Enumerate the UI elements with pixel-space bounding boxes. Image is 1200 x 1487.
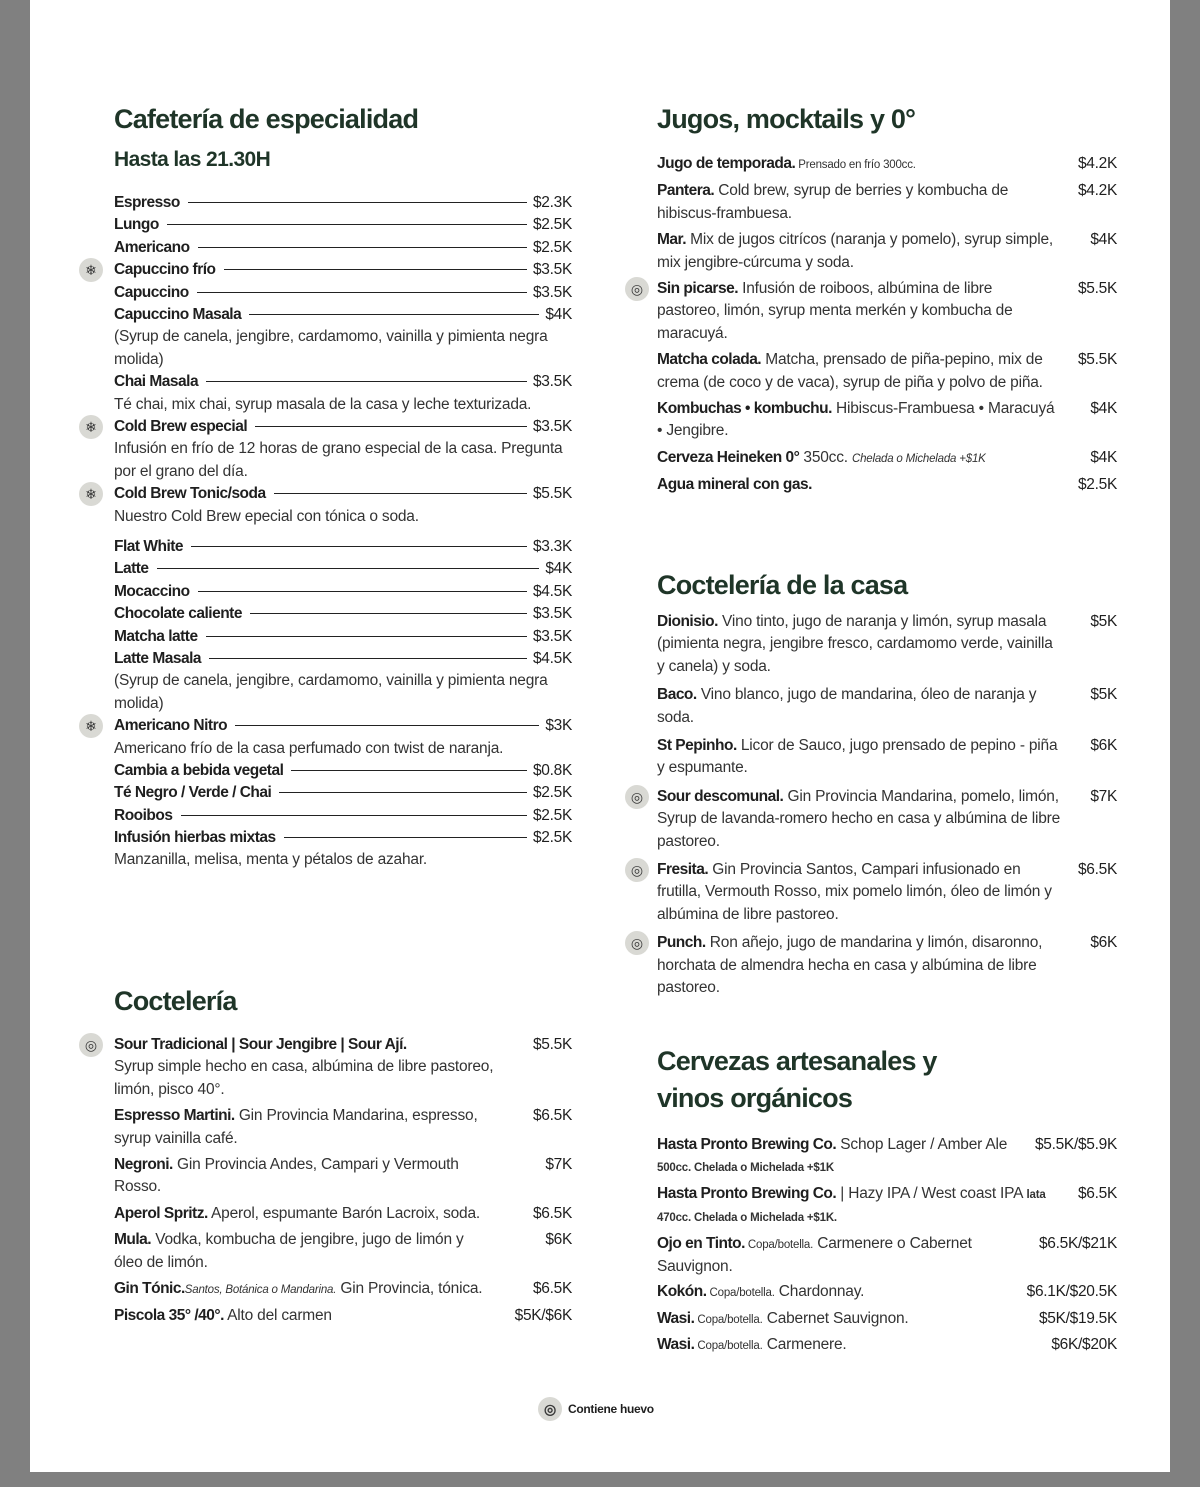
menu-item-description: | Hazy IPA / West coast IPA bbox=[836, 1184, 1027, 1202]
menu-item-price: $4.5K bbox=[532, 582, 572, 600]
menu-item bbox=[114, 304, 572, 371]
menu-item-note: lata 470cc. Chelada o Michelada +$1K. bbox=[657, 1188, 1046, 1225]
menu-item-row bbox=[114, 214, 572, 236]
menu-item-name: Ojo en Tinto. bbox=[657, 1234, 745, 1252]
leader-line bbox=[249, 314, 539, 315]
menu-item-name: Mar. bbox=[657, 231, 687, 249]
menu-item-row bbox=[114, 237, 572, 259]
menu-item bbox=[114, 648, 572, 715]
menu-item-name: Cerveza Heineken 0° bbox=[657, 448, 800, 466]
section-title-casa: Coctelería de la casa bbox=[657, 570, 908, 600]
menu-item-price: $7K bbox=[1090, 787, 1117, 805]
leader-line bbox=[284, 837, 527, 838]
menu-item-name: Aperol Spritz. bbox=[114, 1204, 208, 1222]
menu-item-description: Infusión de roiboos, albúmina de libre pastoreo, limón, syrup menta merkén y kombucha de maracuyá. bbox=[657, 280, 1013, 342]
menu-item-description: Alto del carmen bbox=[223, 1307, 332, 1325]
menu-item-text bbox=[114, 1105, 494, 1150]
leader-line bbox=[181, 815, 527, 816]
menu-item-price: $2.5K bbox=[1077, 476, 1117, 494]
egg-icon: ◎ bbox=[625, 931, 649, 955]
menu-item bbox=[114, 1105, 572, 1150]
menu-item bbox=[114, 237, 572, 259]
menu-item-text bbox=[657, 1134, 1025, 1180]
leader-line bbox=[197, 292, 527, 293]
leader-line bbox=[198, 591, 527, 592]
menu-item-name: Chai Masala bbox=[114, 373, 199, 391]
menu-item-price: $5.5K bbox=[1077, 280, 1117, 298]
snowflake-icon: ❄ bbox=[79, 258, 103, 282]
menu-item-description: 350cc. bbox=[799, 448, 852, 466]
menu-item bbox=[114, 626, 572, 648]
menu-item-name: Cambia a bebida vegetal bbox=[114, 761, 284, 779]
menu-item bbox=[114, 805, 572, 827]
menu-item-price: $2.5K bbox=[532, 784, 572, 802]
menu-item bbox=[114, 1229, 572, 1274]
menu-item-price: $6.5K bbox=[1077, 1184, 1117, 1202]
casa-list bbox=[630, 611, 1117, 1006]
menu-item bbox=[657, 1183, 1117, 1230]
menu-item bbox=[657, 611, 1117, 678]
menu-item-text bbox=[657, 398, 1057, 443]
cocteleria-list bbox=[84, 1034, 572, 1332]
menu-item-name: Flat White bbox=[114, 537, 184, 555]
cervezas-list bbox=[657, 1134, 1117, 1361]
menu-item-name: Wasi. bbox=[657, 1309, 695, 1327]
menu-item-name: Sour descomunal. bbox=[657, 787, 784, 805]
menu-item-row bbox=[114, 416, 572, 438]
menu-item-price: $2.5K bbox=[532, 829, 572, 847]
menu-item-name: Matcha latte bbox=[114, 627, 198, 645]
egg-icon: ◎ bbox=[625, 277, 649, 301]
leader-line bbox=[279, 792, 527, 793]
menu-item-name: Punch. bbox=[657, 934, 706, 952]
menu-item-text bbox=[657, 611, 1062, 678]
menu-item-description: Gin Provincia Andes, Campari y Vermouth Rosso. bbox=[114, 1156, 459, 1196]
menu-item-name: Americano bbox=[114, 238, 190, 256]
menu-item-name: Cold Brew especial bbox=[114, 417, 248, 435]
menu-item-name: Rooibos bbox=[114, 806, 173, 824]
menu-item bbox=[657, 180, 1117, 225]
section-title-jugos: Jugos, mocktails y 0° bbox=[657, 104, 916, 134]
menu-item bbox=[114, 581, 572, 603]
menu-item-description: Gin Provincia Santos, Campari infusionado en frutilla, Vermouth Rosso, mix pomelo limón, óleo de limón y albúmina de libre pastoreo. bbox=[657, 861, 1052, 923]
leader-line bbox=[274, 493, 527, 494]
egg-icon: ◎ bbox=[625, 858, 649, 882]
menu-item-description: (Syrup de canela, jengibre, cardamomo, vainilla y pimienta negra molida) bbox=[114, 328, 548, 368]
menu-item-row bbox=[114, 626, 572, 648]
snowflake-icon: ❄ bbox=[79, 482, 103, 506]
menu-item bbox=[114, 1305, 572, 1327]
menu-item-price: $6.5K/$21K bbox=[1038, 1234, 1117, 1252]
menu-item-price: $6K bbox=[1090, 737, 1117, 755]
menu-item bbox=[657, 1308, 1117, 1331]
menu-item-name: Wasi. bbox=[657, 1336, 695, 1354]
egg-icon: ◎ bbox=[79, 1033, 103, 1057]
menu-item-price: $7K bbox=[545, 1156, 572, 1174]
menu-item bbox=[657, 398, 1117, 443]
menu-item-row bbox=[114, 304, 572, 326]
menu-item bbox=[657, 229, 1117, 274]
menu-item bbox=[657, 447, 1117, 470]
menu-item bbox=[114, 760, 572, 782]
menu-item-price: $3.5K bbox=[532, 283, 572, 301]
menu-item-description: Hibiscus-Frambuesa • Maracuyá • Jengibre. bbox=[657, 400, 1055, 440]
menu-item-price: $3.5K bbox=[532, 373, 572, 391]
menu-item bbox=[630, 859, 1117, 926]
menu-item bbox=[630, 932, 1117, 999]
menu-item-description: Infusión en frío de 12 horas de grano especial de la casa. Pregunta por el grano del día. bbox=[114, 440, 563, 480]
section-subtitle-hours: Hasta las 21.30H bbox=[114, 148, 271, 171]
menu-item-price: $4K bbox=[1090, 231, 1117, 249]
leader-line bbox=[224, 269, 527, 270]
leader-line bbox=[209, 658, 527, 659]
menu-item-price: $3.5K bbox=[532, 261, 572, 279]
menu-item bbox=[114, 1154, 572, 1199]
menu-item-note: 500cc. Chelada o Michelada +$1K bbox=[657, 1162, 834, 1175]
menu-item bbox=[114, 282, 572, 304]
section-title-cocteleria: Coctelería bbox=[114, 986, 237, 1016]
menu-item-text bbox=[657, 735, 1062, 780]
menu-item-price: $2.5K bbox=[532, 238, 572, 256]
menu-item-text bbox=[657, 180, 1057, 225]
menu-item-text bbox=[657, 1233, 1029, 1279]
menu-item-description: Americano frío de la casa perfumado con twist de naranja. bbox=[114, 739, 504, 757]
menu-item bbox=[114, 1278, 572, 1301]
leader-line bbox=[198, 247, 527, 248]
leader-line bbox=[206, 381, 527, 382]
menu-item-name: Té Negro / Verde / Chai bbox=[114, 784, 272, 802]
menu-item-price: $4K bbox=[545, 305, 572, 323]
menu-item-price: $6K bbox=[545, 1231, 572, 1249]
menu-item-price: $5K/$6K bbox=[514, 1307, 572, 1325]
menu-item-description: (Syrup de canela, jengibre, cardamomo, vainilla y pimienta negra molida) bbox=[114, 672, 548, 712]
menu-item bbox=[114, 1203, 572, 1225]
menu-item bbox=[114, 192, 572, 214]
menu-item bbox=[114, 782, 572, 804]
menu-item-text bbox=[657, 932, 1062, 999]
menu-item bbox=[114, 603, 572, 625]
menu-item-row bbox=[114, 782, 572, 804]
menu-page bbox=[30, 0, 1170, 1472]
menu-item-row bbox=[114, 282, 572, 304]
menu-item-text bbox=[657, 1308, 909, 1331]
menu-item-text bbox=[114, 1203, 480, 1225]
menu-item bbox=[657, 474, 1117, 496]
menu-item bbox=[657, 1233, 1117, 1279]
leader-line bbox=[250, 613, 527, 614]
menu-item-price: $3K bbox=[545, 717, 572, 735]
menu-item-name: Negroni. bbox=[114, 1156, 173, 1174]
menu-item-note: Copa/botella. bbox=[744, 1238, 814, 1251]
menu-item bbox=[657, 1281, 1117, 1304]
menu-item-note: Copa/botella. bbox=[694, 1313, 763, 1326]
menu-item-text bbox=[657, 474, 812, 496]
menu-item-description: Gin Provincia Mandarina, espresso, syrup vainilla café. bbox=[114, 1107, 478, 1147]
menu-item-description: Nuestro Cold Brew epecial con tónica o soda. bbox=[114, 507, 419, 525]
menu-item-name: Kombuchas • kombuchu. bbox=[657, 400, 832, 418]
menu-item-description: Schop Lager / Amber Ale bbox=[836, 1136, 1008, 1153]
menu-item-name: Pantera. bbox=[657, 182, 715, 200]
menu-item-row bbox=[114, 536, 572, 558]
menu-item-name: Infusión hierbas mixtas bbox=[114, 829, 276, 847]
menu-item-price: $5K bbox=[1090, 613, 1117, 630]
menu-item-name: Mocaccino bbox=[114, 582, 190, 600]
menu-item-description: Carmenere o Cabernet Sauvignon. bbox=[657, 1234, 972, 1276]
menu-item bbox=[114, 558, 572, 580]
menu-item-price: $6.5K bbox=[1077, 861, 1117, 879]
menu-item-price: $5K/$19.5K bbox=[1038, 1309, 1117, 1327]
menu-item-price: $2.3K bbox=[532, 194, 572, 211]
menu-item-price: $5.5K/$5.9K bbox=[1034, 1136, 1117, 1153]
egg-icon: ◎ bbox=[625, 785, 649, 809]
menu-item bbox=[114, 528, 572, 558]
menu-item bbox=[657, 1334, 1117, 1357]
menu-item-text bbox=[657, 1334, 847, 1357]
menu-item-row bbox=[114, 558, 572, 580]
menu-item-description: Carmenere. bbox=[762, 1336, 847, 1354]
menu-item-name: Capuccino frío bbox=[114, 261, 216, 279]
snowflake-icon: ❄ bbox=[79, 714, 103, 738]
menu-item-text bbox=[657, 1281, 864, 1304]
leader-line bbox=[167, 224, 527, 225]
menu-item-description: Cold brew, syrup de berries y kombucha de hibiscus-frambuesa. bbox=[657, 182, 1009, 222]
menu-item-note: Copa/botella. bbox=[706, 1287, 775, 1300]
menu-item-price: $4.2K bbox=[1077, 155, 1117, 172]
menu-item-note: Chelada o Michelada +$1K bbox=[852, 452, 986, 465]
menu-item-name: Gin Tónic. bbox=[114, 1280, 185, 1298]
menu-item-description: Licor de Sauco, jugo prensado de pepino - piña y espumante. bbox=[657, 737, 1058, 777]
menu-item-name: Capuccino bbox=[114, 283, 189, 301]
menu-item-description: Syrup simple hecho en casa, albúmina de libre pastoreo, limón, pisco 40°. bbox=[114, 1058, 494, 1098]
menu-item-row bbox=[114, 827, 572, 849]
menu-item-price: $0.8K bbox=[532, 761, 572, 779]
menu-item-name: Kokón. bbox=[657, 1283, 707, 1301]
section-title-cervezas-1: Cervezas artesanales y bbox=[657, 1046, 937, 1076]
menu-item-price: $5.5K bbox=[532, 485, 572, 503]
menu-item-price: $3.3K bbox=[532, 537, 572, 555]
menu-item bbox=[84, 1034, 572, 1101]
egg-icon: ◎ bbox=[538, 1397, 562, 1421]
menu-item bbox=[630, 786, 1117, 853]
menu-item-name: Fresita. bbox=[657, 861, 709, 879]
menu-item-text bbox=[114, 1034, 494, 1101]
menu-item-note: Santos, Botánica o Mandarina. bbox=[184, 1284, 337, 1297]
menu-item-text bbox=[657, 684, 1062, 729]
menu-item-description: Vino blanco, jugo de mandarina, óleo de naranja y soda. bbox=[657, 686, 1037, 726]
menu-item-price: $6K bbox=[1090, 934, 1117, 952]
menu-item-text bbox=[657, 278, 1057, 345]
menu-item-name: Hasta Pronto Brewing Co. bbox=[657, 1136, 837, 1153]
menu-item-name: Latte bbox=[114, 560, 149, 578]
menu-item-name: Cold Brew Tonic/soda bbox=[114, 485, 266, 503]
menu-item-name: Piscola 35° /40°. bbox=[114, 1307, 224, 1325]
menu-item-name: Latte Masala bbox=[114, 649, 202, 667]
menu-item-name: Espresso Martini. bbox=[114, 1107, 235, 1125]
menu-item-name: Matcha colada. bbox=[657, 351, 762, 369]
menu-item-price: $5.5K bbox=[532, 1036, 572, 1053]
menu-item-row bbox=[114, 192, 572, 214]
section-title-cervezas-2: vinos orgánicos bbox=[657, 1083, 853, 1113]
menu-item-row bbox=[114, 259, 572, 281]
leader-line bbox=[188, 202, 527, 203]
menu-item-row bbox=[114, 581, 572, 603]
menu-item-text bbox=[657, 349, 1057, 394]
menu-item-description: Té chai, mix chai, syrup masala de la casa y leche texturizada. bbox=[114, 395, 532, 413]
menu-item-row bbox=[114, 715, 572, 737]
menu-item-note: Prensado en frío 300cc. bbox=[795, 159, 916, 171]
menu-item-description: Manzanilla, melisa, menta y pétalos de azahar. bbox=[114, 851, 428, 869]
menu-item bbox=[630, 278, 1117, 345]
menu-item-price: $6.1K/$20.5K bbox=[1026, 1283, 1117, 1301]
menu-item-name: Mula. bbox=[114, 1231, 152, 1249]
menu-item-description: Aperol, espumante Barón Lacroix, soda. bbox=[207, 1204, 480, 1222]
menu-item-row bbox=[114, 760, 572, 782]
menu-item-description: Vino tinto, jugo de naranja y limón, syrup masala (pimienta negra, jengibre fresco, cardamomo verde, vainilla y canela) y soda. bbox=[657, 613, 1053, 675]
menu-item-name: Sour Tradicional | Sour Jengibre | Sour Ají. bbox=[114, 1036, 407, 1053]
menu-item bbox=[85, 483, 572, 528]
menu-item-price: $6.5K bbox=[532, 1280, 572, 1298]
menu-item-text bbox=[657, 786, 1062, 853]
menu-item-name: Agua mineral con gas. bbox=[657, 476, 812, 494]
menu-item-price: $5.5K bbox=[1077, 351, 1117, 369]
menu-item-text bbox=[657, 229, 1057, 274]
menu-item-text bbox=[657, 153, 916, 176]
menu-item-row bbox=[114, 603, 572, 625]
menu-item bbox=[85, 416, 572, 483]
menu-item-row bbox=[114, 371, 572, 393]
leader-line bbox=[255, 426, 527, 427]
menu-item-text bbox=[657, 447, 986, 470]
menu-item-name: Americano Nitro bbox=[114, 717, 228, 735]
menu-item-row bbox=[114, 805, 572, 827]
leader-line bbox=[235, 725, 539, 726]
menu-item-price: $2.5K bbox=[532, 216, 572, 234]
legend-label: Contiene huevo bbox=[568, 1402, 654, 1416]
menu-item-name: Espresso bbox=[114, 194, 180, 211]
menu-item bbox=[114, 827, 572, 872]
menu-item-price: $4K bbox=[1090, 448, 1117, 466]
menu-item-text bbox=[114, 1154, 494, 1199]
menu-item-name: Hasta Pronto Brewing Co. bbox=[657, 1184, 837, 1202]
menu-item bbox=[85, 715, 572, 760]
menu-item bbox=[657, 735, 1117, 780]
cafe-list bbox=[85, 192, 572, 872]
menu-item-text bbox=[114, 1229, 494, 1274]
menu-item bbox=[114, 371, 572, 416]
menu-item-price: $2.5K bbox=[532, 806, 572, 824]
menu-item-description: Chardonnay. bbox=[774, 1283, 865, 1301]
menu-item-text bbox=[114, 1305, 332, 1327]
menu-item bbox=[657, 349, 1117, 394]
menu-item bbox=[114, 214, 572, 236]
jugos-list bbox=[630, 153, 1117, 501]
menu-item bbox=[657, 1134, 1117, 1180]
menu-item bbox=[657, 153, 1117, 176]
snowflake-icon: ❄ bbox=[79, 415, 103, 439]
menu-item-name: Capuccino Masala bbox=[114, 305, 242, 323]
menu-item-price: $4.5K bbox=[532, 649, 572, 667]
menu-item-name: Baco. bbox=[657, 686, 697, 704]
menu-item-note: Copa/botella. bbox=[694, 1340, 763, 1353]
legend bbox=[538, 1397, 654, 1421]
menu-item bbox=[85, 259, 572, 281]
menu-item-price: $3.5K bbox=[532, 605, 572, 623]
menu-item-price: $6.5K bbox=[532, 1204, 572, 1222]
menu-item-price: $4.2K bbox=[1077, 182, 1117, 200]
menu-item-price: $3.5K bbox=[532, 627, 572, 645]
menu-item-name: Lungo bbox=[114, 216, 159, 234]
menu-item-price: $6.5K bbox=[532, 1107, 572, 1125]
menu-item-description: Mix de jugos citrícos (naranja y pomelo), syrup simple, mix jengibre-cúrcuma y soda. bbox=[657, 231, 1053, 271]
menu-item-name: St Pepinho. bbox=[657, 737, 737, 755]
menu-item-price: $5K bbox=[1090, 686, 1117, 704]
section-title-cafeteria: Cafetería de especialidad bbox=[114, 104, 419, 134]
leader-line bbox=[157, 568, 540, 569]
menu-item-description: Ron añejo, jugo de mandarina y limón, disaronno, horchata de almendra hecha en casa y albúmina de libre pastoreo. bbox=[657, 934, 1043, 997]
menu-item-description: Vodka, kombucha de jengibre, jugo de limón y óleo de limón. bbox=[114, 1231, 464, 1271]
menu-item-price: $4K bbox=[545, 560, 572, 578]
menu-item-description: Matcha, prensado de piña-pepino, mix de crema (de coco y de vaca), syrup de piña y polvo de piña. bbox=[657, 351, 1043, 391]
menu-item-description: Cabernet Sauvignon. bbox=[762, 1309, 909, 1327]
menu-item-row bbox=[114, 648, 572, 670]
leader-line bbox=[291, 770, 527, 771]
menu-item bbox=[657, 684, 1117, 729]
menu-item-text bbox=[657, 859, 1062, 926]
leader-line bbox=[191, 546, 527, 547]
menu-item-name: Chocolate caliente bbox=[114, 605, 242, 623]
menu-item-price: $6K/$20K bbox=[1051, 1336, 1117, 1354]
leader-line bbox=[206, 636, 527, 637]
menu-item-name: Jugo de temporada. bbox=[657, 155, 796, 172]
menu-item-description: Gin Provincia, tónica. bbox=[336, 1280, 483, 1298]
menu-item-price: $4K bbox=[1090, 400, 1117, 418]
menu-item-row bbox=[114, 483, 572, 505]
menu-item-text bbox=[657, 1183, 1057, 1230]
menu-item-name: Dionisio. bbox=[657, 613, 718, 630]
menu-item-text bbox=[114, 1278, 482, 1301]
menu-item-name: Sin picarse. bbox=[657, 280, 739, 298]
menu-item-description: Gin Provincia Mandarina, pomelo, limón, Syrup de lavanda-romero hecho en casa y albúmina de libre pastoreo. bbox=[657, 787, 1061, 850]
menu-item-price: $3.5K bbox=[532, 417, 572, 435]
